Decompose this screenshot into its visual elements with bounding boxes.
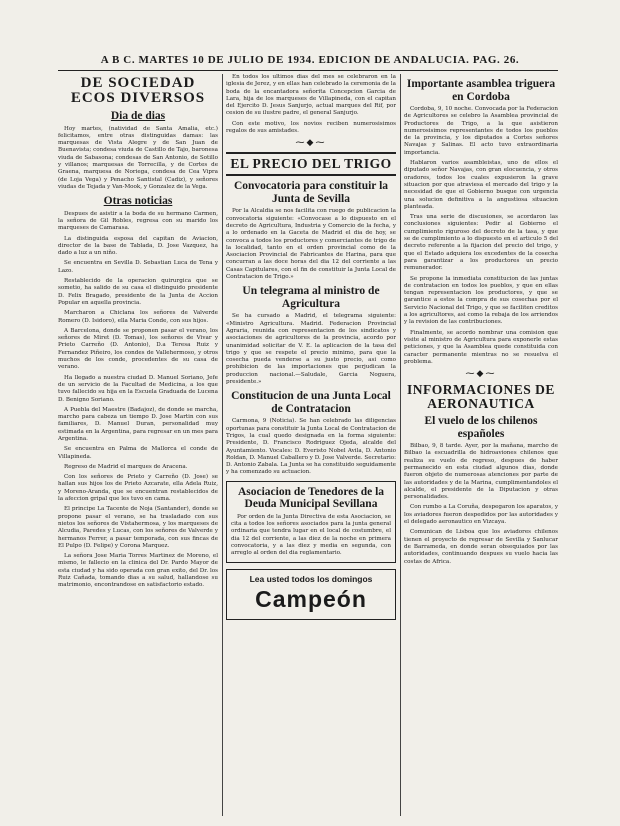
notice-box: [226, 481, 396, 564]
paragraph: Marcharon a Chiclana los señores de Valverde Romero (D. Isidoro), ella Maria Conde, con sus hijos.: [58, 310, 218, 324]
paragraph: A Barcelona, donde se proponen pasar el verano, los señores de Miret (D. Tomas), los señores de Vivar y Prieto Carreño (D. Antonio), D.a Teresa Ruiz y Fernandez Piñeiro, los condes de Vallehermoso, y otros muchos de los conde, procedentes de su casa de verano.: [58, 327, 218, 371]
column-divider: [222, 74, 223, 816]
paragraph: Cordoba, 9, 10 noche. Convocada por la Federacion de Agricultores se celebro la Asamblea provincial de Productores de Trigo, a la que asistieron numerosisimos representantes de todos los pueblos de la provincia, y los diputados a Cortes señores Navajas y Salinas. El acto tuvo extraordinaria importancia.: [404, 106, 558, 156]
page-header: A B C. MARTES 10 DE JULIO DE 1934. EDICION DE ANDALUCIA. PAG. 26.: [100, 54, 520, 66]
paragraph: Restablecido de la operacion quirurgica que se sometio, ha salido de su casa el distinguido presidente D. Felix Bragado, presidente de la Junta de Accion Popular en aquella provincia.: [58, 278, 218, 306]
section-title: DE SOCIEDAD ECOS DIVERSOS: [70, 75, 206, 106]
flourish-divider: ⁓◆⁓: [295, 138, 327, 149]
banner-headline: EL PRECIO DEL TRIGO: [230, 156, 392, 172]
paragraph: Se encuentra en Sevilla D. Sebastian Luca de Tena y Lazo.: [58, 260, 218, 274]
column-2: [226, 74, 396, 816]
ad-title: Campeón: [255, 586, 367, 613]
paragraph: Se encuentra en Palma de Mallorca el conde de Villapineda.: [58, 446, 218, 460]
paragraph: La señora Jose Maria Torres Martinez de Moreno, el mismo, le fallecio en la clinica del Dr. Pardo Mayor de esta ciudad y ha sido operada con gran exito, del Dr. los Ruiz Cañada, tomando dias a su salud, hallandose su matrimonio, encontrandose en satisfactorio estado.: [58, 553, 218, 589]
notice-heading: Asociacion de Tenedores de la Deuda Municipal Sevillana: [237, 485, 385, 511]
header-rule: [58, 70, 558, 71]
paragraph: Con este motivo, los novios reciben numerosisimos regalos de sus amistades.: [226, 120, 396, 135]
paragraph: Se ha cursado a Madrid, el telegrama siguiente: «Ministro Agricultura. Madrid. Federacion Provincial Agraria, reunida con representacion de los sindicatos y asociaciones de agricultores de la provincia, acordo por unanimidad solicitar de V. E. la aplicacion de la tasa del trigo y que se respete el precio minimo, para que la cosecha pueda venderse a su justo precio, asi como prohibicion de las importaciones que perjudican la produccion nacional.—Saludale, Garcia Noguera, presidente.»: [226, 313, 396, 386]
paragraph: La distinguida esposa del capitan de Aviacion, director de la base de Tablada, D. Jose Vazquez, ha dado a luz a un niño.: [58, 235, 218, 257]
paragraph: Con rumbo a La Coruña, despegaron los aparatos, y los aviadores fueron despedidos por las autoridades y el delegado aeronautico en Vizcaya.: [404, 504, 558, 526]
column-1: [58, 74, 218, 816]
paragraph: Tras una serie de discusiones, se acordaron las conclusiones siguientes: Pedir al Gobierno el cumplimiento riguroso del decreto de la tasa, y que se de cumplimiento a lo dispuesto en el articulo 5 del decreto referente a la fijacion del precio del trigo, y que el Estado adquiera los excedentes de la cosecha para garantizar a los productores un precio remunerador.: [404, 214, 558, 272]
paragraph: Por la Alcaldia se nos facilita con ruego de publicacion la convocatoria siguiente: «Convocase a lo dispuesto en el decreto de Agricultura, Industria y Comercio de la fecha, y a lo ordenado en la Gaceta de Madrid el dia de hoy, se convoca a todos los productores y comerciantes de trigo de la localidad, tanto en el orden provincial como de la Asociacion Provincial de Fabricantes de Harina, para que concurran a las doce horas del dia 12 del corriente a las Casas Capitulares, con el fin de constituir la Junta Local de Contratacion de Trigo.»: [226, 208, 396, 281]
paragraph: Se propone la inmediata constitucion de las juntas de contratacion en todos los pueblos, y que en ellas tengan representacion los productores, y que se garantice a estos la compra de sus cosechas por el Servicio Nacional del Trigo, y que se faciliten creditos a los agricultores, asi como la rebaja de los arriendos y la revision de las contribuciones.: [404, 275, 558, 326]
flourish-divider: ⁓◆⁓: [465, 369, 497, 380]
article-heading: Un telegrama al ministro de Agricultura: [242, 285, 380, 310]
column-3: [404, 74, 558, 816]
article-heading: Constitucion de una Junta Local de Contratacion: [231, 390, 391, 415]
article-heading: Importante asamblea triguera en Cordoba: [406, 78, 556, 103]
banner-box: [226, 152, 396, 176]
paragraph: A Puebla del Maestre (Badajoz), de donde se marcha, marcho para cabeza un tiempo D. Jose Martin con sus familiares, D. Manuel Duran, personalidad muy estimada en la Argentina, para regresar en un mes para Argentina.: [58, 406, 218, 442]
subheading: Otras noticias: [103, 195, 173, 208]
paragraph: Comunican de Lisboa que los aviadores chilenos tienen el proyecto de regresar de Sevilla y Sanlucar de Barrameda, en donde seran obsequiados por las autoridades, continuando despues su vuelo hacia las costas de Africa.: [404, 529, 558, 565]
paragraph: Bilbao, 9, 8 tarde. Ayer, por la mañana, marcho de Bilbao la escuadrilla de hidroaviones chilenos que realiza su vuelo de regreso, despues de haber permanecido en esta ciudad algunos dias, donde fueron objeto de numerosas atenciones por parte de las autoridades y de la Marina, cumplimentandoles el alcalde, el presidente de la Diputacion y otras personalidades.: [404, 443, 558, 501]
paragraph: Regreso de Madrid el marques de Aracena.: [64, 463, 188, 470]
article-heading: El vuelo de los chilenos españoles: [424, 415, 538, 440]
article-heading: Convocatoria para constituir la Junta de Sevilla: [233, 180, 389, 205]
paragraph: En todos los ultimos dias del mes se celebraron en la iglesia de Jerez, y en ellas han celebrado la ceremonia de la boda de la encantadora señorita Concepcion Garcia de Lara, hija de los marqueses de Villapineda, con el capitan del Ejercito D. Jesus Sanjurjo, actual marques del Rif, por cesion de su ilustre padre, el general Sanjurjo.: [226, 74, 396, 117]
paragraph: Finalmente, se acordo nombrar una comision que visite al ministro de Agricultura para exponerle estas peticiones, y que la Asamblea quede constituida con caracter permanente mientras no se resuelva el problema.: [404, 329, 558, 365]
paragraph: Por orden de la Junta Directiva de esta Asociacion, se cita a todos los señores asociados para la junta general ordinaria que tendra lugar en el local de costumbre, el dia 12 del corriente, a las diez de la noche en primera convocatoria, y a las diez y media en segunda, con arreglo al orden del dia reglamentario.: [231, 513, 391, 557]
column-divider: [400, 74, 401, 816]
advertisement: [226, 569, 396, 620]
paragraph: Despues de asistir a la boda de su hermano Carmen, la señora de Gil Robles, regresa con su marido los marqueses de Camarasa.: [58, 210, 218, 232]
paragraph: Ha llegado a nuestra ciudad D. Manuel Soriano, Jefe de un servicio de la Facultad de Medicina, a los que tuvo fallecido su hija en la Escuela Graduada de Lucena D. Benigno Soriano.: [58, 374, 218, 403]
paragraph: El principe La Tacente de Noja (Santander), donde se propone pasar el verano, se ha trasladado con sus nietos los señores de Vistahermosa, y los marqueses de Alcudia, Paredes y Lucas, con los señores de Valverde y hermanos Ferrer, a pasar temporada, con sus fincas de El Pulpo (D. Felipe) y Corona Marquez.: [58, 506, 218, 549]
subheading: Dia de dias: [110, 110, 166, 122]
paragraph: Carmona, 9 (Noticia). Se han celebrado las diligencias oportunas para constituir la Junta Local de Contratacion de Trigos, la cual quedo designada en la forma siguiente: Presidente, D. Francisco Rodriguez Ojeda, alcalde del Ayuntamiento. Vocales: D. Everisto Nobel Avila, D. Antonio Roldan, D. Manuel Caballero y D. Jose Valverde. Secretario: D. Antonio Zabala. La Junta se ha constituido seguidamente y ha comenzado su actuacion.: [226, 418, 396, 476]
paragraph: Hoy martes, (natividad de Santa Amalia, etc.) felicitamos, entre otras distinguidas damas: las marquesas de Vista Alegre y de San Juan de Buenavista; condesa viuda de Castillo de Tajo, baronesa viuda de Sabasona; condesas de San Antonio, de Sotillo y villanos; marquesas de Torrecilla, y de Cortes de Graena, marquesa de Noriega, condesa de Cea Vipra (de Loja Vega) y Penacho Santistal (Cadiz), y señores viudas de Tejada y Van-Mook, y Gonzalez de la Vega.: [58, 125, 218, 190]
paragraph: Con los señores de Prieto y Carreño (D. Jose) se hallan sus hijos los de Prieto Azcarate, ella Adela Ruiz, y Moreno-Aranda, que se encuentran restablecidos de la afeccion gripal que les tuvo en cama.: [58, 474, 218, 503]
section-heading: INFORMACIONES DE AERONAUTICA: [407, 382, 555, 412]
ad-lead: Lea usted todos los domingos: [249, 574, 373, 585]
paragraph: Hablaron varios asambleistas, uno de ellos el diputado señor Navajas, con gran elocuencia, y otros oradores, todos los cuales expusieron la grave situacion por que atraviesa el mercado del trigo y la necesidad de que el Gobierno busque con urgencia una solucion definitiva a la angustiosa situacion planteada.: [404, 160, 558, 210]
